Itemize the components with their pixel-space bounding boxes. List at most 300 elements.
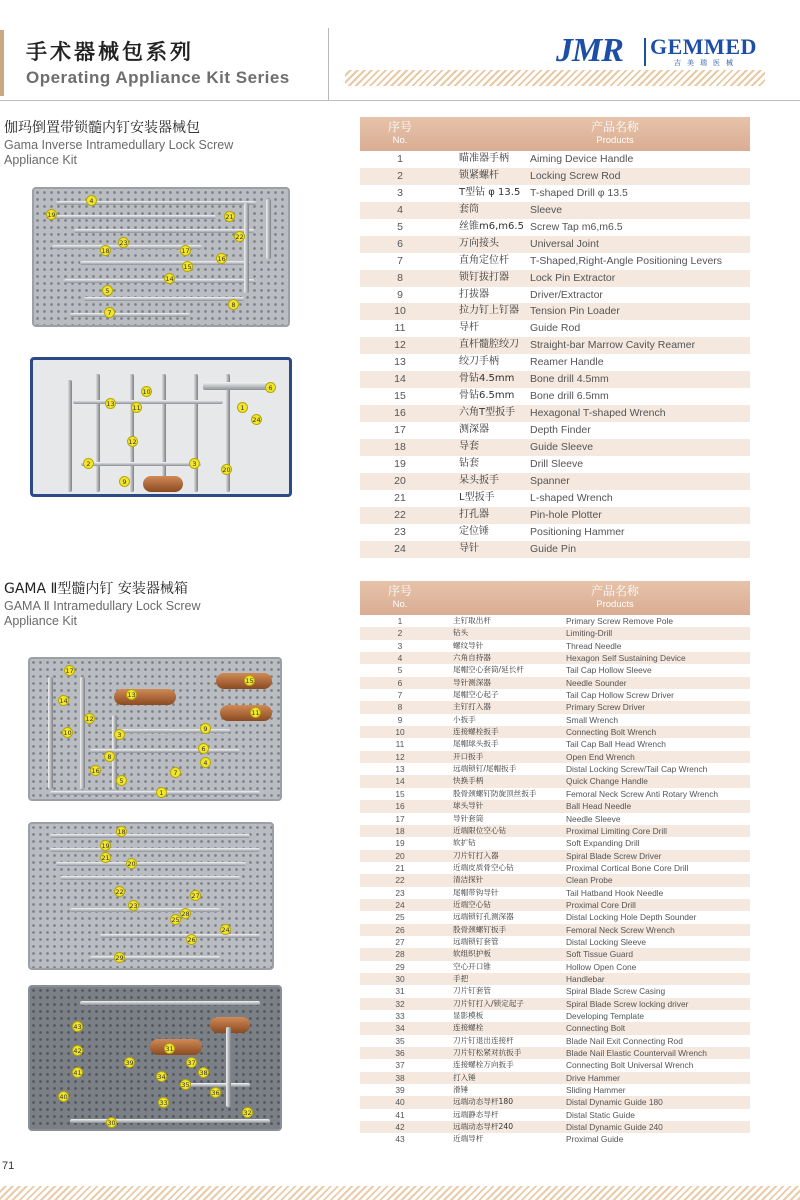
- table-body: [360, 615, 750, 1146]
- part-marker: 43: [73, 1023, 82, 1031]
- part-marker: 25: [171, 916, 180, 924]
- table-row: [360, 371, 750, 388]
- part-marker: 42: [73, 1047, 82, 1055]
- item-name-cn: 骨钻4.5mm: [459, 373, 515, 385]
- kit1-title-en-line2: Appliance Kit: [4, 153, 77, 167]
- item-name-cn: 软扩钻: [453, 838, 476, 848]
- header-no: [372, 120, 428, 148]
- item-name-cn: 直角定位杆: [459, 254, 509, 266]
- item-name-en: Guide Sleeve: [530, 440, 594, 453]
- part-marker: 36: [211, 1089, 220, 1097]
- item-name-cn: 套筒: [459, 203, 479, 215]
- part-marker: 21: [101, 854, 110, 862]
- table-row: [360, 541, 750, 558]
- table-row: [360, 1035, 750, 1047]
- item-no: 17: [394, 424, 406, 436]
- item-no: 14: [395, 776, 405, 787]
- item-name-en: Primary Screw Driver: [566, 702, 646, 713]
- part-marker: 22: [235, 233, 244, 241]
- item-name-cn: 导套: [459, 440, 479, 452]
- item-no: 17: [395, 813, 405, 824]
- logo-mark: JMR: [556, 32, 623, 69]
- brand-logo: [556, 34, 770, 70]
- item-no: 5: [397, 665, 403, 676]
- item-name-cn: 拉力钉上钉器: [459, 305, 519, 317]
- header-stripe-band: [345, 70, 765, 86]
- item-name-en: Spiral Blade Screw Casing: [566, 986, 666, 997]
- kit2-tray-photo-top: [28, 657, 282, 801]
- item-name-en: Femoral Neck Screw Wrench: [566, 924, 675, 935]
- table-row: [360, 738, 750, 750]
- part-marker: 39: [125, 1059, 134, 1067]
- item-name-en: Primary Screw Remove Pole: [566, 616, 674, 626]
- item-name-cn: 导针测深器: [453, 677, 491, 687]
- item-name-cn: 主钉取出杆: [453, 616, 491, 625]
- part-marker: 18: [101, 247, 110, 255]
- item-no: 8: [397, 702, 403, 713]
- kit1-title-en: [4, 138, 233, 168]
- item-no: 23: [394, 525, 406, 538]
- page-number: 71: [2, 1160, 15, 1172]
- item-no: 21: [395, 862, 405, 873]
- page-title-cn: 手术器械包系列: [26, 40, 194, 64]
- item-no: 7: [397, 254, 403, 267]
- instrument-rod: [64, 279, 254, 283]
- table-row: [360, 788, 750, 800]
- item-name-cn: 尾帽空心套筒/延长杆: [453, 665, 524, 675]
- item-no: 9: [397, 714, 403, 725]
- item-name-en: Locking Screw Rod: [530, 169, 621, 182]
- logo-brand: GEMMED: [650, 34, 757, 59]
- item-no: 28: [395, 949, 405, 960]
- instrument-rod: [73, 400, 223, 404]
- item-name-en: Pin-hole Plotter: [530, 508, 602, 521]
- table-row: [360, 185, 750, 202]
- item-name-cn: 远端动态导杆180: [453, 1097, 514, 1107]
- part-marker: 12: [85, 715, 94, 723]
- item-name-en: Spiral Blade Screw Driver: [566, 850, 662, 861]
- item-name-en: Clean Probe: [566, 875, 613, 886]
- item-no: 10: [395, 727, 405, 738]
- item-no: 3: [397, 640, 403, 651]
- part-marker: 23: [129, 902, 138, 910]
- item-name-en: Hexagonal T-shaped Wrench: [530, 407, 666, 420]
- item-name-cn: 测深器: [459, 424, 489, 435]
- table-row: [360, 473, 750, 490]
- instrument-rod: [74, 229, 254, 233]
- item-no: 4: [397, 203, 403, 216]
- part-marker: 35: [181, 1081, 190, 1089]
- item-name-en: Drive Hammer: [566, 1072, 620, 1083]
- part-marker: 8: [228, 299, 239, 310]
- item-no: 38: [395, 1072, 405, 1083]
- kit2-title-cn: GAMA Ⅱ型髓内钉 安装器械箱: [4, 581, 188, 597]
- table-row: [360, 726, 750, 738]
- part-marker: 29: [115, 954, 124, 962]
- item-name-en: Needle Sounder: [566, 677, 627, 688]
- table-row: [360, 899, 750, 911]
- item-name-en: Positioning Hammer: [530, 525, 625, 538]
- item-name-en: Spiral Blade Screw locking driver: [566, 998, 689, 1009]
- kit1-title-cn: 伽玛倒置带锁髓内钉安装器械包: [4, 120, 200, 136]
- item-name-cn: 丝锥m6,m6.5: [459, 220, 524, 232]
- part-marker: 33: [159, 1099, 168, 1107]
- item-name-cn: T型钻 φ 13.5: [459, 186, 521, 198]
- part-marker: 32: [243, 1109, 252, 1117]
- item-no: 12: [394, 339, 406, 352]
- table-row: [360, 219, 750, 236]
- kit2-tray-photo-bottom: [28, 985, 282, 1131]
- table-row: [360, 874, 750, 886]
- part-marker: 27: [191, 892, 200, 900]
- header-products: [520, 584, 710, 612]
- table-row: [360, 911, 750, 923]
- item-name-en: T-shaped Drill φ 13.5: [530, 186, 628, 199]
- instrument-rod: [100, 934, 260, 938]
- table-header: [360, 117, 750, 151]
- instrument-rod: [67, 380, 72, 492]
- item-name-cn: 主钉打入器: [453, 702, 491, 712]
- table-row: [360, 763, 750, 775]
- item-name-en: Hollow Open Cone: [566, 961, 637, 972]
- table-row: [360, 439, 750, 456]
- item-name-en: Quick Change Handle: [566, 776, 648, 787]
- item-no: 11: [395, 739, 405, 750]
- instrument-rod: [50, 848, 260, 852]
- part-marker: 34: [157, 1073, 166, 1081]
- kit2-tray-photo-middle: [28, 822, 274, 970]
- table-row: [360, 850, 750, 862]
- table-row: [360, 1109, 750, 1121]
- item-no: 26: [395, 924, 405, 935]
- item-name-en: Ball Head Needle: [566, 801, 632, 812]
- item-name-en: Handlebar: [566, 973, 605, 984]
- table-body: [360, 151, 750, 558]
- table-row: [360, 948, 750, 960]
- part-marker: 17: [181, 247, 190, 255]
- instrument-rod: [60, 876, 240, 880]
- item-no: 40: [395, 1097, 405, 1108]
- item-name-cn: 螺纹导针: [453, 640, 484, 650]
- part-marker: 22: [115, 888, 124, 896]
- instrument-rod: [80, 1001, 260, 1005]
- item-no: 8: [397, 271, 403, 284]
- instrument-rod: [46, 215, 216, 219]
- header-rule: [0, 100, 800, 101]
- item-name-en: Tail Cap Hollow Sleeve: [566, 665, 652, 676]
- part-marker: 30: [107, 1119, 116, 1127]
- item-name-cn: 远端锁钉孔测深器: [453, 912, 514, 922]
- item-name-cn: 开口扳手: [453, 751, 484, 761]
- part-marker: 23: [119, 239, 128, 247]
- item-no: 33: [395, 1011, 405, 1021]
- item-name-en: Connecting Bolt Universal Wrench: [566, 1060, 694, 1071]
- item-name-cn: 直杆髓腔绞刀: [459, 339, 519, 351]
- item-no: 20: [395, 850, 405, 861]
- part-marker: 41: [73, 1069, 82, 1077]
- instrument-rod: [48, 677, 53, 789]
- instrument-rod: [203, 382, 273, 390]
- item-no: 4: [397, 653, 403, 664]
- item-no: 14: [394, 373, 406, 386]
- part-marker: 11: [132, 404, 141, 412]
- item-name-cn: 滑锤: [453, 1085, 469, 1095]
- part-marker: 19: [101, 842, 110, 850]
- item-no: 3: [397, 186, 403, 199]
- part-marker: 11: [251, 709, 260, 717]
- table-row: [360, 1010, 750, 1022]
- table-row: [360, 1047, 750, 1059]
- table-row: [360, 800, 750, 812]
- item-name-en: Soft Tissue Guard: [566, 949, 634, 960]
- item-no: 22: [395, 875, 405, 886]
- item-name-en: Distal Locking Screw/Tail Cap Wrench: [566, 764, 708, 775]
- item-name-cn: 股骨颈螺钉防旋顶丝扳手: [453, 788, 537, 798]
- part-marker: 12: [128, 438, 137, 446]
- item-name-en: Drill Sleeve: [530, 457, 584, 470]
- instrument-rod: [226, 1027, 231, 1107]
- header-products: [520, 120, 710, 148]
- table-row: [360, 640, 750, 652]
- item-no: 25: [395, 912, 405, 923]
- part-marker: 6: [265, 382, 276, 393]
- item-no: 32: [395, 998, 405, 1009]
- table-row: [360, 202, 750, 219]
- item-name-cn: 打拔器: [459, 288, 489, 300]
- instrument-rod: [120, 729, 230, 733]
- kit2-title-en: [4, 599, 201, 629]
- header-no: [372, 584, 428, 612]
- item-no: 43: [395, 1134, 405, 1145]
- item-name-cn: 远端锁钉/尾帽扳手: [453, 764, 517, 774]
- part-marker: 13: [127, 691, 136, 699]
- part-marker: 16: [217, 255, 226, 263]
- item-name-en: Bone drill 4.5mm: [530, 373, 609, 386]
- item-name-cn: 球头导针: [453, 801, 484, 811]
- part-marker: 1: [237, 402, 248, 413]
- item-no: 12: [395, 751, 405, 762]
- item-name-en: Tail Hatband Hook Needle: [566, 887, 664, 898]
- item-name-cn: 尾帽带钩导针: [453, 887, 499, 897]
- item-no: 16: [394, 407, 406, 420]
- part-marker: 9: [200, 723, 211, 734]
- item-name-en: Screw Tap m6,m6.5: [530, 220, 623, 233]
- item-name-cn: 连接螺栓万向扳手: [453, 1060, 514, 1070]
- table-row: [360, 168, 750, 185]
- instrument-rod: [90, 956, 220, 960]
- kit2-products-table: [360, 581, 750, 1146]
- table-row: [360, 936, 750, 948]
- item-name-cn: 近端空心钻: [453, 899, 491, 909]
- table-row: [360, 270, 750, 287]
- kit1-tray-photo-upper: [32, 187, 290, 327]
- part-marker: 7: [170, 767, 181, 778]
- part-marker: 38: [199, 1069, 208, 1077]
- instrument-handle: [143, 476, 183, 492]
- part-marker: 3: [189, 458, 200, 469]
- item-no: 1: [397, 616, 403, 626]
- table-row: [360, 652, 750, 664]
- table-row: [360, 320, 750, 337]
- table-row: [360, 973, 750, 985]
- part-marker: 40: [59, 1093, 68, 1101]
- part-marker: 19: [47, 211, 56, 219]
- item-name-cn: 锁钉拔打器: [459, 271, 509, 283]
- item-name-cn: 锁紧螺杆: [459, 169, 499, 181]
- item-name-cn: 定位锤: [459, 525, 489, 537]
- part-marker: 15: [245, 677, 254, 685]
- table-row: [360, 813, 750, 825]
- part-marker: 24: [252, 416, 261, 424]
- item-name-cn: 导针套筒: [453, 813, 484, 823]
- item-name-en: Guide Rod: [530, 322, 581, 335]
- item-no: 24: [395, 899, 405, 910]
- part-marker: 10: [63, 729, 72, 737]
- item-name-cn: 钻套: [459, 457, 479, 469]
- item-name-cn: 小扳手: [453, 714, 476, 724]
- part-marker: 17: [65, 667, 74, 675]
- item-name-cn: 瞄准器手柄: [459, 153, 509, 164]
- item-no: 41: [395, 1109, 405, 1120]
- item-name-cn: 连接螺栓: [453, 1023, 484, 1033]
- table-row: [360, 1072, 750, 1084]
- item-name-cn: 空心开口锥: [453, 961, 491, 971]
- instrument-rod: [193, 374, 198, 492]
- instrument-rod: [80, 677, 85, 789]
- item-name-en: Needle Sleeve: [566, 813, 621, 824]
- item-no: 27: [395, 936, 405, 947]
- table-row: [360, 354, 750, 371]
- part-marker: 7: [104, 307, 115, 318]
- item-no: 10: [394, 305, 406, 318]
- item-name-en: Connecting Bolt Wrench: [566, 727, 657, 738]
- part-marker: 2: [83, 458, 94, 469]
- item-name-cn: 骨钻6.5mm: [459, 390, 515, 402]
- header-separator: [328, 28, 329, 100]
- item-no: 6: [397, 677, 403, 688]
- item-name-en: Proximal Cortical Bone Core Drill: [566, 862, 689, 873]
- instrument-handle: [150, 1039, 202, 1055]
- item-name-en: L-shaped Wrench: [530, 491, 613, 504]
- table-row: [360, 253, 750, 270]
- item-name-en: Distal Dynamic Guide 240: [566, 1122, 663, 1133]
- item-no: 21: [394, 491, 406, 504]
- item-name-en: Bone drill 6.5mm: [530, 390, 609, 403]
- part-marker: 13: [106, 400, 115, 408]
- kit1-title-en-line1: Gama Inverse Intramedullary Lock Screw: [4, 138, 234, 152]
- table-row: [360, 1059, 750, 1071]
- part-marker: 21: [225, 213, 234, 221]
- item-no: 18: [394, 440, 406, 453]
- item-name-en: Limiting-Drill: [566, 628, 613, 639]
- item-no: 22: [394, 508, 406, 521]
- table-row: [360, 615, 750, 627]
- item-name-en: Developing Template: [566, 1011, 645, 1021]
- item-no: 13: [394, 356, 406, 369]
- item-no: 39: [395, 1085, 405, 1096]
- item-no: 30: [395, 973, 405, 984]
- item-no: 13: [395, 764, 405, 775]
- kit2-title-en-line1: GAMA Ⅱ Intramedullary Lock Screw: [4, 599, 201, 613]
- part-marker: 4: [86, 195, 97, 206]
- header-accent-bar: [0, 30, 4, 96]
- header-products-en: Products: [596, 599, 634, 610]
- item-name-en: Thread Needle: [566, 640, 622, 651]
- item-name-cn: 六角T型扳手: [459, 407, 516, 419]
- item-no: 15: [394, 390, 406, 403]
- part-marker: 20: [222, 466, 231, 474]
- table-row: [360, 507, 750, 524]
- item-no: 42: [395, 1122, 405, 1133]
- header-products-en: Products: [596, 135, 634, 146]
- instrument-rod: [56, 862, 246, 866]
- item-name-cn: 远端动态导杆240: [453, 1122, 514, 1132]
- item-no: 2: [397, 628, 403, 639]
- header-products-cn: 产品名称: [590, 120, 639, 134]
- item-name-cn: 显影模板: [453, 1011, 484, 1020]
- instrument-rod: [129, 374, 134, 492]
- table-row: [360, 1084, 750, 1096]
- instrument-rod: [266, 199, 271, 259]
- item-name-en: Soft Expanding Drill: [566, 838, 640, 849]
- header-no-en: No.: [392, 599, 408, 610]
- table-row: [360, 303, 750, 320]
- instrument-handle: [114, 689, 176, 705]
- item-name-cn: 打孔器: [459, 508, 489, 520]
- header-products-cn: 产品名称: [590, 584, 639, 598]
- header-no-cn: 序号: [387, 584, 412, 598]
- item-name-en: Blade Nail Elastic Countervail Wrench: [566, 1048, 707, 1059]
- item-name-cn: 刀片钉打入/锁定起子: [453, 998, 524, 1008]
- table-row: [360, 627, 750, 639]
- item-name-cn: 六角自持器: [453, 653, 491, 663]
- logo-divider: [644, 38, 646, 66]
- item-name-cn: 呆头扳手: [459, 474, 499, 486]
- table-row: [360, 998, 750, 1010]
- item-no: 37: [395, 1060, 405, 1071]
- item-name-cn: 万向接头: [459, 237, 499, 249]
- kit1-tray-photo-lower: [30, 357, 292, 497]
- item-name-cn: 刀片钉松紧对抗扳手: [453, 1048, 522, 1058]
- item-no: 24: [394, 542, 406, 555]
- item-name-cn: 钻头: [453, 628, 469, 638]
- table-row: [360, 1121, 750, 1133]
- item-name-en: Distal Locking Sleeve: [566, 936, 647, 947]
- item-name-cn: 股骨颈螺钉扳手: [453, 924, 507, 934]
- table-row: [360, 825, 750, 837]
- part-marker: 10: [142, 388, 151, 396]
- logo-cn-text: 吉美瑞医械: [674, 59, 739, 67]
- table-row: [360, 236, 750, 253]
- part-marker: 8: [104, 751, 115, 762]
- table-row: [360, 388, 750, 405]
- page-title-en: Operating Appliance Kit Series: [26, 68, 290, 87]
- item-name-en: Proximal Limiting Core Drill: [566, 825, 667, 836]
- part-marker: 5: [102, 285, 113, 296]
- item-name-en: Distal Dynamic Guide 180: [566, 1097, 663, 1108]
- item-name-cn: 近端皮质骨空心钻: [453, 862, 514, 872]
- table-row: [360, 751, 750, 763]
- instrument-handle: [220, 705, 272, 721]
- item-name-cn: L型扳手: [459, 491, 495, 503]
- item-name-cn: 导杆: [459, 322, 479, 334]
- item-name-en: Distal Static Guide: [566, 1109, 635, 1120]
- table-row: [360, 1022, 750, 1034]
- item-no: 36: [395, 1048, 405, 1059]
- instrument-rod: [84, 297, 244, 301]
- item-name-en: Connecting Bolt: [566, 1023, 626, 1034]
- item-no: 9: [397, 288, 403, 301]
